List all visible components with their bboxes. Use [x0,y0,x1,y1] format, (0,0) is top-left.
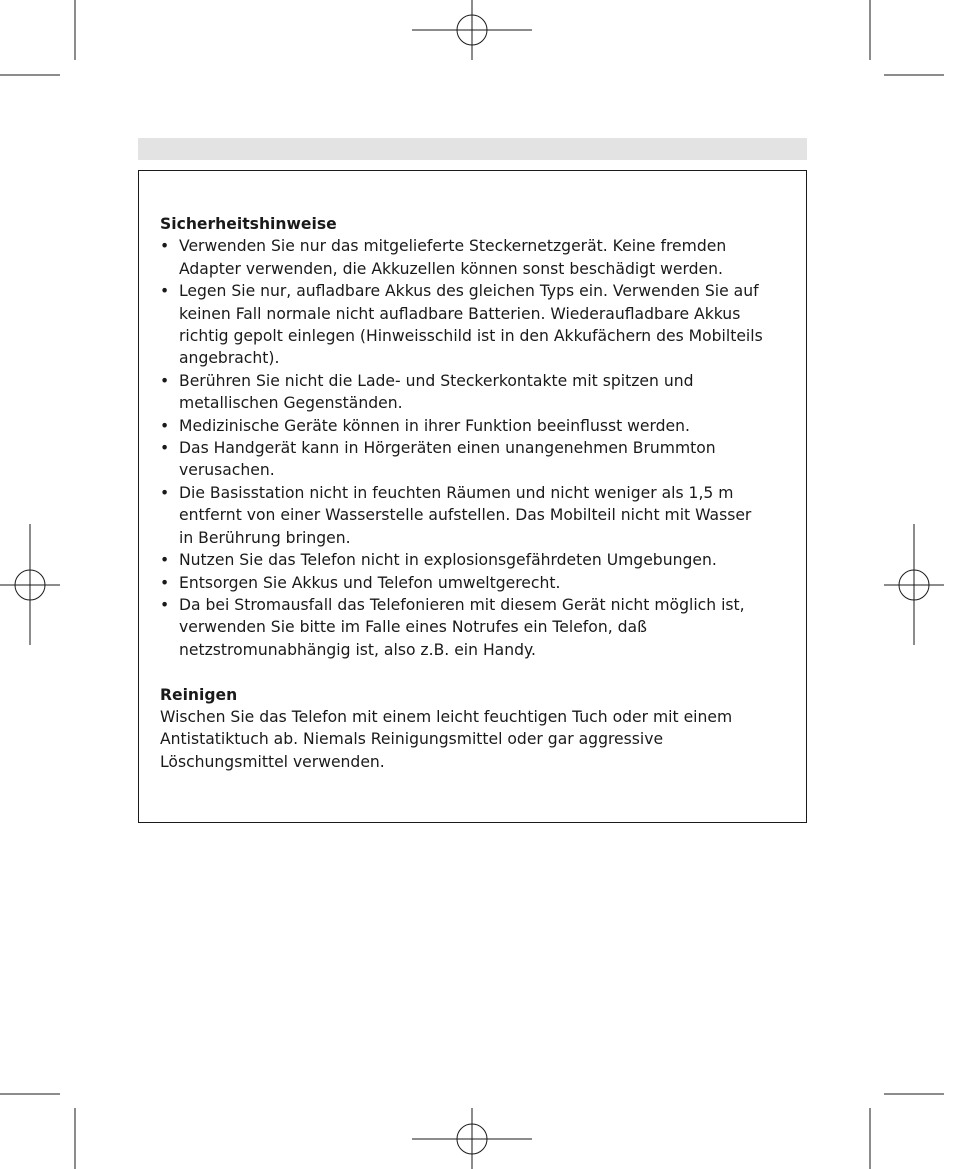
safety-item [160,572,770,594]
safety-item-text: Entsorgen Sie Akkus und Telefon umweltgerecht. [179,573,561,592]
registration-mark-right [884,524,944,645]
section-spacer [160,661,770,683]
safety-item [160,370,770,415]
safety-item [160,235,770,280]
safety-item [160,415,770,437]
safety-item [160,549,770,571]
safety-item [160,594,770,661]
bullet-icon: • [160,282,170,301]
bullet-icon: • [160,573,170,592]
bullet-icon: • [160,595,170,614]
content-box [138,170,807,823]
safety-item-text: Die Basisstation nicht in feuchten Räumen und nicht weniger als 1,5 m entfernt von einer Wasserstelle aufstellen. Das Mobilteil nicht mit Wasser in Berührung bringen. [179,483,752,547]
bullet-icon: • [160,371,170,390]
safety-item-text: Legen Sie nur, aufladbare Akkus des gleichen Typs ein. Verwenden Sie auf keinen Fall normale nicht aufladbare Batterien. Wiederaufladbare Akkus richtig gepolt einlegen (Hinweisschild ist in den Akkufächern des Mobilteils angebracht). [179,282,763,368]
safety-item-text: Medizinische Geräte können in ihrer Funktion beeinflusst werden. [179,416,690,435]
section-header-bar [138,138,807,160]
bullet-icon: • [160,551,170,570]
safety-list [160,235,770,661]
cleaning-heading: Reinigen [160,685,238,704]
bullet-icon: • [160,483,170,502]
registration-mark-left [0,524,60,645]
safety-item [160,482,770,549]
safety-heading: Sicherheitshinweise [160,215,337,233]
bullet-icon: • [160,416,170,435]
bullet-icon: • [160,439,170,458]
safety-item [160,437,770,482]
safety-item-text: Verwenden Sie nur das mitgelieferte Steckernetzgerät. Keine fremden Adapter verwenden, die Akkuzellen können sonst beschädigt werden. [179,237,727,278]
cleaning-text: Wischen Sie das Telefon mit einem leicht feuchtigen Tuch oder mit einem Antistatiktuch ab. Niemals Reinigungsmittel oder gar aggressive Löschungsmittel verwenden. [160,707,733,771]
safety-item-text: Das Handgerät kann in Hörgeräten einen unangenehmen Brummton verusachen. [179,439,716,480]
safety-item-text: Da bei Stromausfall das Telefonieren mit diesem Gerät nicht möglich ist, verwenden Sie bitte im Falle eines Notrufes ein Telefon, daß netzstromunabhängig ist, also z.B. ein Handy. [179,595,745,659]
registration-mark-bottom [412,1108,532,1169]
content-inner [160,213,770,773]
bullet-icon: • [160,237,170,256]
safety-item [160,280,770,370]
safety-item-text: Nutzen Sie das Telefon nicht in explosionsgefährdeten Umgebungen. [179,551,717,570]
safety-item-text: Berühren Sie nicht die Lade- und Steckerkontakte mit spitzen und metallischen Gegenständen. [179,371,694,413]
registration-mark-top [412,0,532,60]
